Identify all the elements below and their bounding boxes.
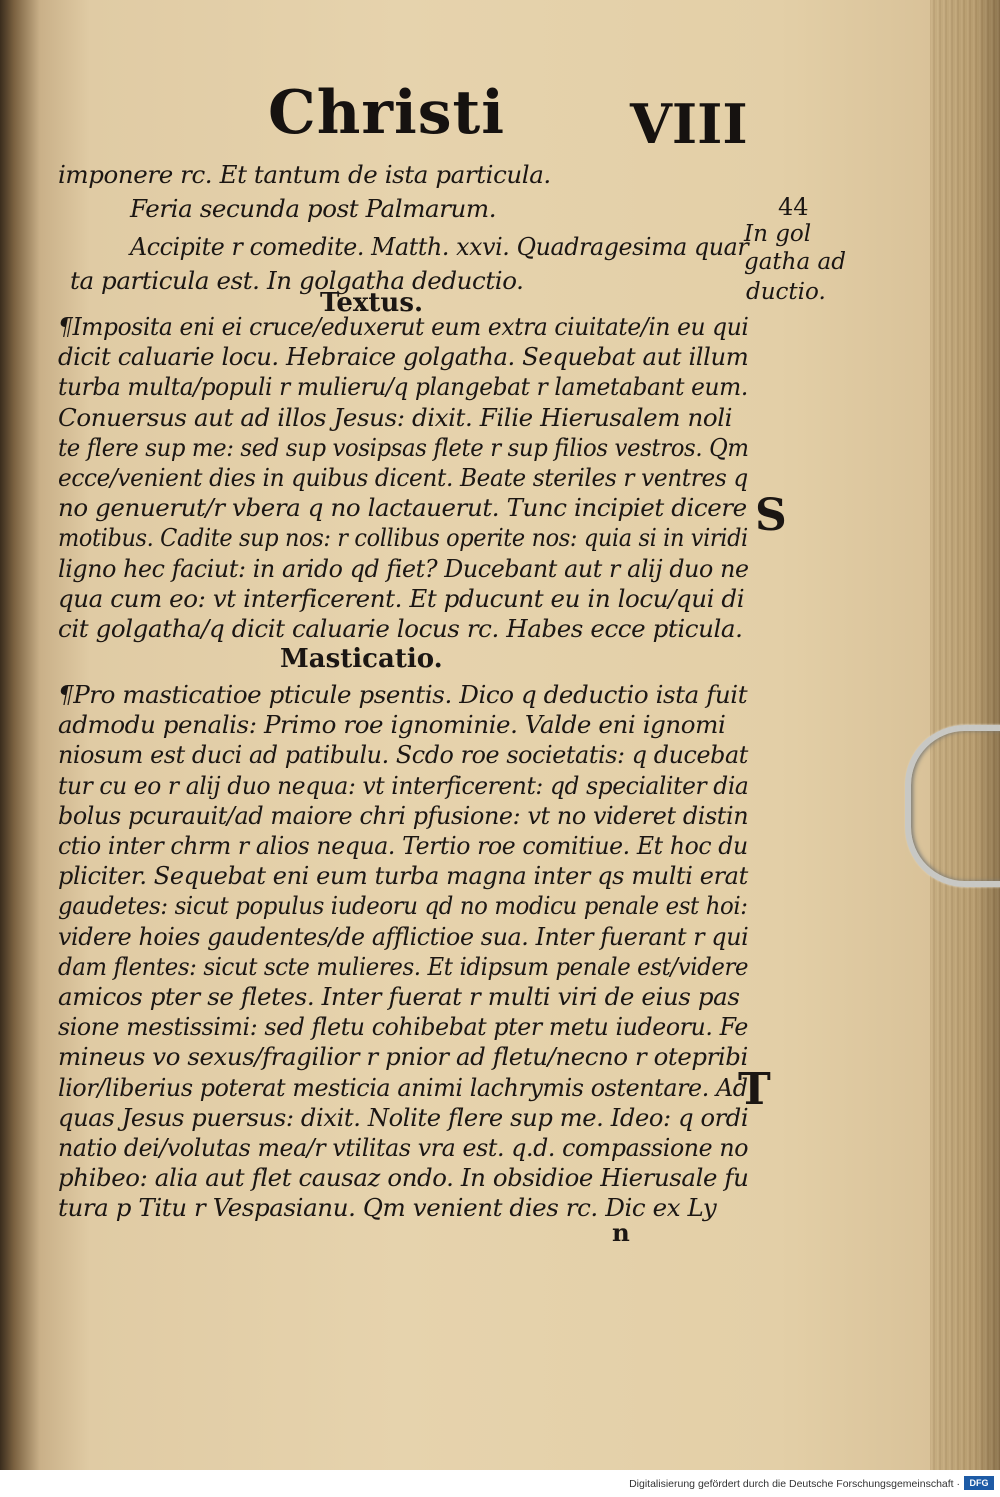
text-line: ¶Pro masticatioe pticule psentis. Dico q deductio ista fuit [58,680,748,709]
text-line: tura p Titu r Vespasianu. Qm venient dies rc. Dic ex Ly [58,1193,717,1223]
text-line: pliciter. Sequebat eni eum turba magna inter qs multi erat [58,861,748,891]
text-line: imponere rc. Et tantum de ista particula. [58,160,551,189]
text-line: natio dei/volutas mea/r vtilitas vra est. q.d. compassione no [58,1133,749,1162]
text-line: lior/liberius poterat mesticia animi lachrymis ostentare. Ad [58,1072,748,1102]
text-line: mineus vo sexus/fragilior r pnior ad fletu/necno r otepribi [58,1042,748,1072]
text-line: motibus. Cadite sup nos: r collibus operite nos: quia si in viridi [58,523,748,553]
margin-letter-t: T [738,1064,771,1115]
text-line: ligno hec faciut: in arido qd fiet? Ducebant aut r alij duo ne [58,553,749,583]
margin-note-line: In gol [744,221,812,247]
text-line: dicit caluarie locu. Hebraice golgatha. Sequebat aut illum [58,342,749,372]
margin-letter-s: S [755,490,787,541]
text-line: sione mestissimi: sed fletu cohibebat pter metu iudeoru. Fe [58,1012,748,1042]
section-heading-textus: Textus. [320,288,424,318]
text-line: ta particula est. In golgatha deductio. [70,266,524,295]
text-line: turba multa/populi r mulieru/q plangebat r lametabant eum. [58,372,748,402]
folio-number: VIII [630,92,748,156]
digitization-credit: Digitalisierung gefördert durch die Deutsche Forschungsgemeinschaft · [629,1478,960,1490]
text-line: Feria secunda post Palmarum. [130,194,497,223]
text-line: ctio inter chrm r alios nequa. Tertio roe comitiue. Et hoc du [58,831,748,860]
text-line: gaudetes: sicut populus iudeoru qd no modicu penale est hoi: [58,891,748,921]
text-line: ¶Imposita eni ei cruce/eduxerut eum extra ciuitate/in eu qui [58,312,749,341]
text-line: quas Jesus puersus: dixit. Nolite flere sup me. Ideo: q ordi [58,1102,749,1132]
section-heading-masticatio: Masticatio. [280,644,443,674]
paper-clip [905,725,1000,887]
text-line: ecce/venient dies in quibus dicent. Beate steriles r ventres q [58,463,748,492]
text-line: no genuerut/r vbera q no lactauerut. Tunc incipiet dicere [58,493,747,523]
margin-note-line: ductio. [746,279,826,305]
signature-mark: n [612,1218,630,1247]
text-line: dam flentes: sicut scte mulieres. Et idipsum penale est/videre [58,951,749,981]
text-line: te flere sup me: sed sup vosipsas flete r sup filios vestros. Qm [58,432,749,462]
margin-note-line: gatha ad [744,249,846,275]
dfg-logo: DFG [964,1476,994,1490]
leaf-number: 44 [778,193,809,221]
running-title: Christi [268,78,506,148]
text-line: Conuersus aut ad illos Jesus: dixit. Filie Hierusalem noli [58,402,733,432]
text-line: niosum est duci ad patibulu. Scdo roe societatis: q ducebat [58,740,748,770]
text-line: videre hoies gaudentes/de afflictioe sua. Inter fuerant r qui [58,921,749,951]
text-line: amicos pter se fletes. Inter fuerat r multi viri de eius pas [58,982,740,1011]
text-line: qua cum eo: vt interficerent. Et pducunt eu in locu/qui di [58,583,745,613]
text-line: tur cu eo r alij duo nequa: vt interficerent: qd specialiter dia [58,770,749,800]
text-line: Accipite r comedite. Matth. xxvi. Quadragesima quar [130,232,749,261]
text-line: cit golgatha/q dicit caluarie locus rc. Habes ecce pticula. [58,614,743,643]
text-line: bolus pcurauit/ad maiore chri pfusione: vt no videret distin [58,800,749,830]
text-line: admodu penalis: Primo roe ignominie. Valde eni ignomi [58,710,726,740]
text-line: phibeo: alia aut flet causaz ondo. In obsidioe Hierusale fu [58,1163,749,1193]
